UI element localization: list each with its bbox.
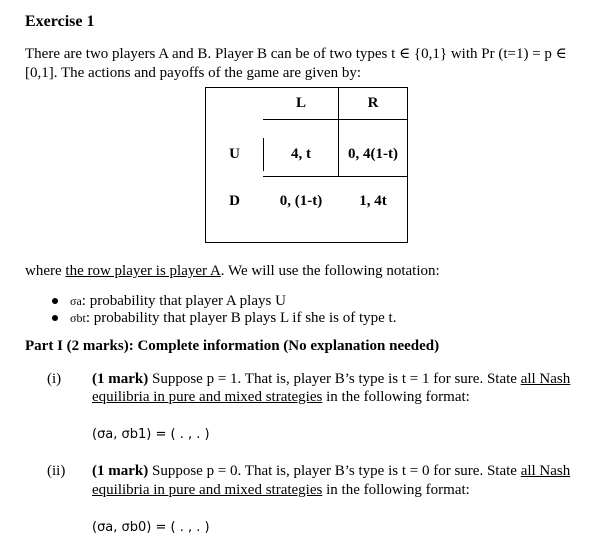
notation-intro (25, 262, 440, 280)
sigma-a-text: : probability that player A plays U (81, 293, 286, 309)
intro-line-1: There are two players A and B. Player B can be of two types t ∈ {0,1} with Pr (t=1) = p ∈ (25, 46, 567, 62)
item-ii-underline-1: all Nash (520, 463, 571, 479)
notation-intro-underlined: the row player is player A (65, 263, 221, 279)
item-i-number: (i) (47, 371, 62, 387)
item-ii-line-1 (92, 462, 570, 480)
sigma-a-symbol: σa (70, 294, 82, 308)
table-border-right (407, 87, 408, 243)
payoff-cell-ul: 4, t (291, 146, 311, 162)
sigma-bt-text: : probability that player B plays L if she is of type t. (85, 310, 397, 326)
item-i-line-2 (92, 388, 470, 406)
payoff-cell-ur: 0, 4(1-t) (348, 146, 398, 162)
notation-intro-post: . We will use the following notation: (220, 263, 440, 279)
item-ii-formula: (σa, σb0) = ( . , . ) (92, 520, 210, 535)
notation-bullet-sigma-bt (70, 309, 396, 327)
bullet-dot (52, 298, 58, 304)
item-i-formula: (σa, σb1) = ( . , . ) (92, 427, 210, 442)
notation-intro-pre: where (25, 263, 66, 279)
item-i-underline-2: equilibria in pure and mixed strategies (92, 389, 323, 405)
sigma-bt-symbol: σbt (70, 311, 86, 325)
row-label-down: D (229, 193, 240, 209)
item-ii-text-1: Suppose p = 0. That is, player B’s type is t = 0 for sure. State (148, 463, 521, 479)
item-i-text-1: Suppose p = 1. That is, player B’s type is t = 1 for sure. State (148, 371, 521, 387)
item-i-underline-1: all Nash (520, 371, 571, 387)
item-i-mark: (1 mark) (92, 371, 149, 387)
col-header-right: R (367, 95, 379, 111)
item-i-line-1 (92, 370, 570, 388)
item-ii-text-2: in the following format: (322, 482, 470, 498)
table-row-divider (263, 119, 408, 120)
intro-line-2: [0,1]. The actions and payoffs of the game are given by: (25, 65, 362, 81)
table-border-bottom (205, 242, 408, 243)
col-header-left: L (295, 95, 306, 111)
bullet-dot (52, 315, 58, 321)
payoff-cell-dr: 1, 4t (359, 193, 387, 209)
row-label-up: U (229, 146, 240, 162)
exercise-title: Exercise 1 (25, 13, 95, 30)
item-ii-mark: (1 mark) (92, 463, 149, 479)
part1-heading: Part I (2 marks): Complete information (No explanation needed) (25, 338, 440, 354)
payoff-cell-dl: 0, (1-t) (279, 193, 323, 209)
item-ii-number: (ii) (47, 463, 66, 479)
table-row-divider (263, 176, 408, 177)
item-ii-underline-2: equilibria in pure and mixed strategies (92, 482, 323, 498)
item-ii-line-2 (92, 481, 470, 499)
notation-bullet-sigma-a (70, 292, 286, 310)
item-i-text-2: in the following format: (322, 389, 470, 405)
